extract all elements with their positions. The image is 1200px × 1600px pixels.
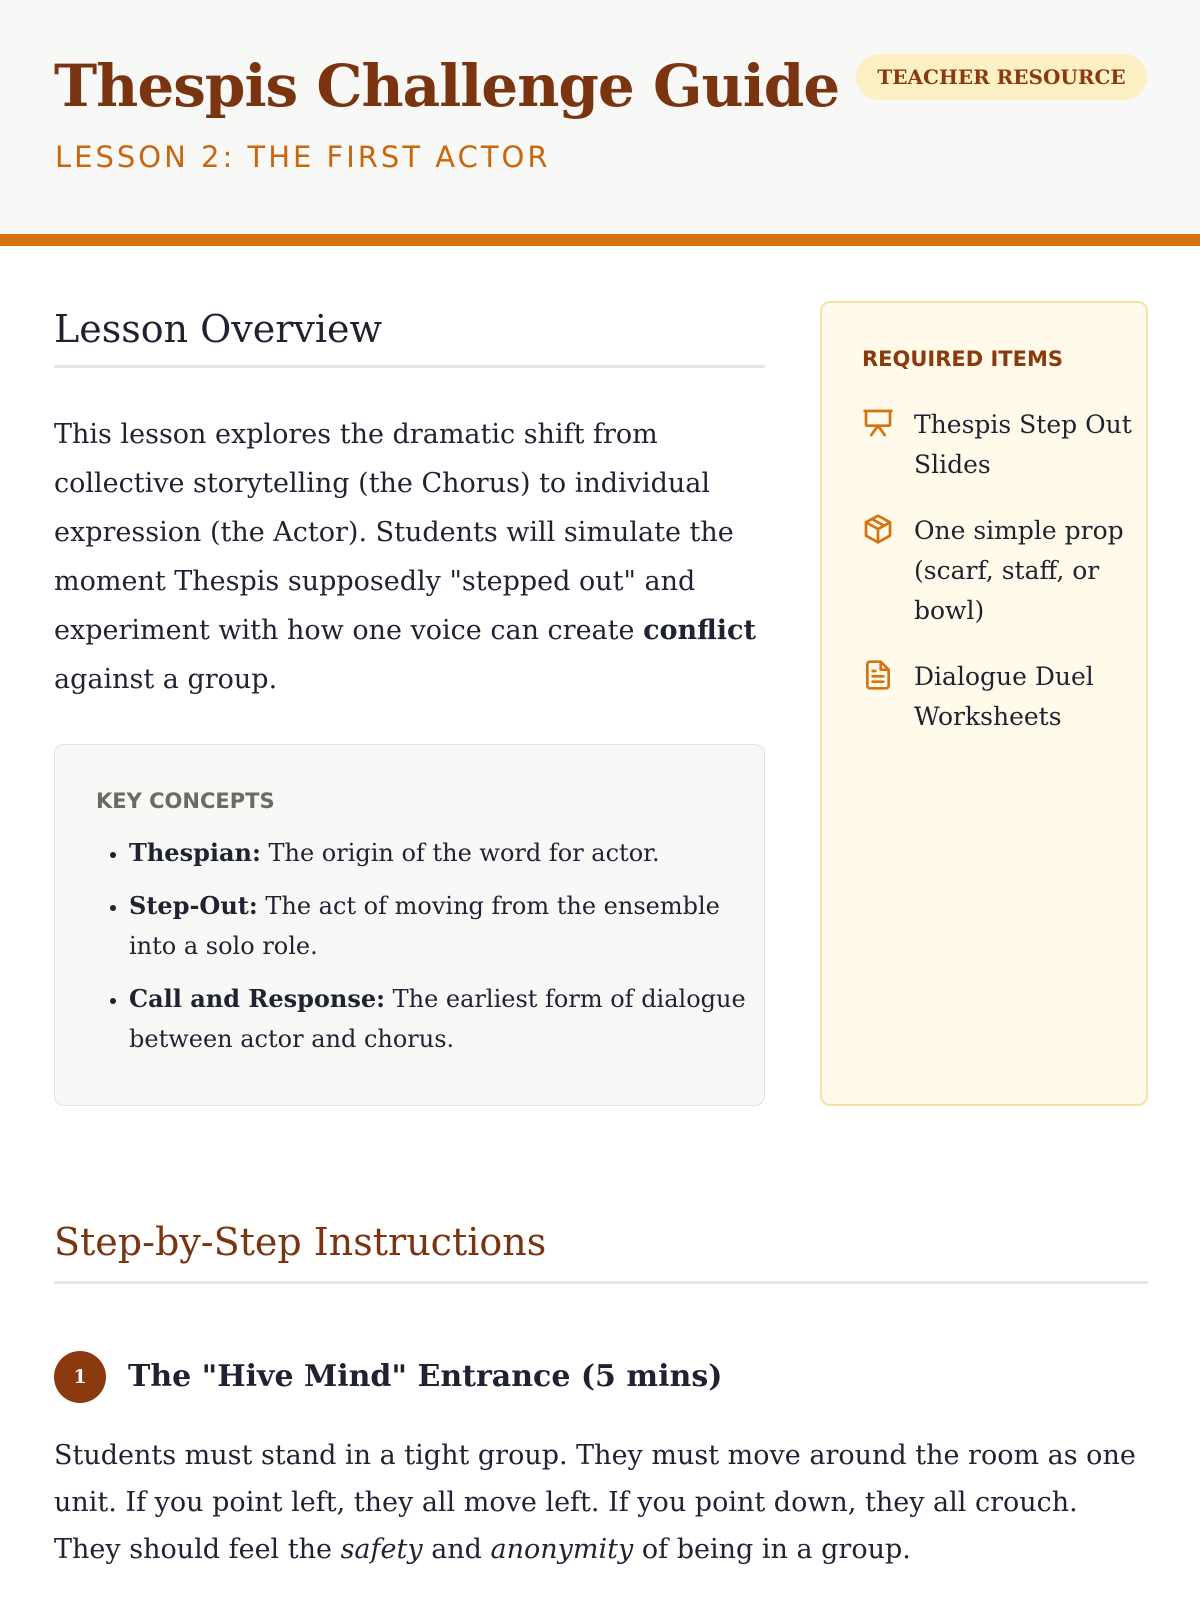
concept-definition: The act of moving from the ensemble into a solo role. <box>129 892 720 960</box>
overview-text-start: This lesson explores the dramatic shift from collective storytelling (the Chorus) to individual expression (the Actor). Students will simulate the moment Thespis supposedly "stepped out" and experiment with how one voice can create <box>54 419 734 646</box>
step-text: and <box>422 1534 491 1565</box>
page-title: Thespis Challenge Guide <box>54 52 840 120</box>
concept-definition: The origin of the word for actor. <box>260 839 660 867</box>
lesson-subtitle: LESSON 2: THE FIRST ACTOR <box>55 140 551 174</box>
concept-item-step-out <box>129 886 759 966</box>
presentation-icon <box>862 407 894 439</box>
step-text: Students must stand in a tight group. They must move around the room as one unit. If you point left, they all move left. If you point down, they all crouch. They should feel the <box>54 1440 1136 1565</box>
document-icon <box>862 659 894 691</box>
concept-item-call-and-response <box>129 979 759 1059</box>
step-text: of being in a group. <box>633 1534 911 1565</box>
concept-term: Call and Response: <box>129 984 385 1013</box>
page-header <box>0 0 1200 246</box>
required-item-text: Dialogue Duel Worksheets <box>914 662 1094 731</box>
box-icon <box>862 513 894 545</box>
step-description <box>54 1432 1148 1573</box>
concept-term: Step-Out: <box>129 891 258 920</box>
instructions-heading: Step-by-Step Instructions <box>54 1212 1148 1284</box>
teacher-resource-badge: TEACHER RESOURCE <box>856 54 1147 100</box>
step-title: The "Hive Mind" Entrance (5 mins) <box>128 1359 723 1394</box>
concept-item-thespian <box>129 833 759 873</box>
step-emphasis: anonymity <box>490 1534 634 1565</box>
overview-heading: Lesson Overview <box>54 300 765 368</box>
key-concepts-list <box>95 833 759 1072</box>
step-number-badge: 1 <box>54 1351 106 1403</box>
required-items-panel <box>820 301 1148 1106</box>
required-items-label: REQUIRED ITEMS <box>862 347 1063 371</box>
required-item-text: Thespis Step Out Slides <box>914 410 1132 479</box>
key-concepts-box <box>54 744 765 1106</box>
concept-definition: The earliest form of dialogue between actor and chorus. <box>129 985 746 1053</box>
overview-text-end: against a group. <box>54 664 278 695</box>
concept-term: Thespian: <box>129 838 261 867</box>
key-concepts-label: KEY CONCEPTS <box>96 789 275 813</box>
step-emphasis: safety <box>340 1534 423 1565</box>
required-item-text: One simple prop (scarf, staff, or bowl) <box>914 516 1124 625</box>
overview-text-bold: conflict <box>643 615 756 646</box>
overview-paragraph <box>54 410 765 704</box>
